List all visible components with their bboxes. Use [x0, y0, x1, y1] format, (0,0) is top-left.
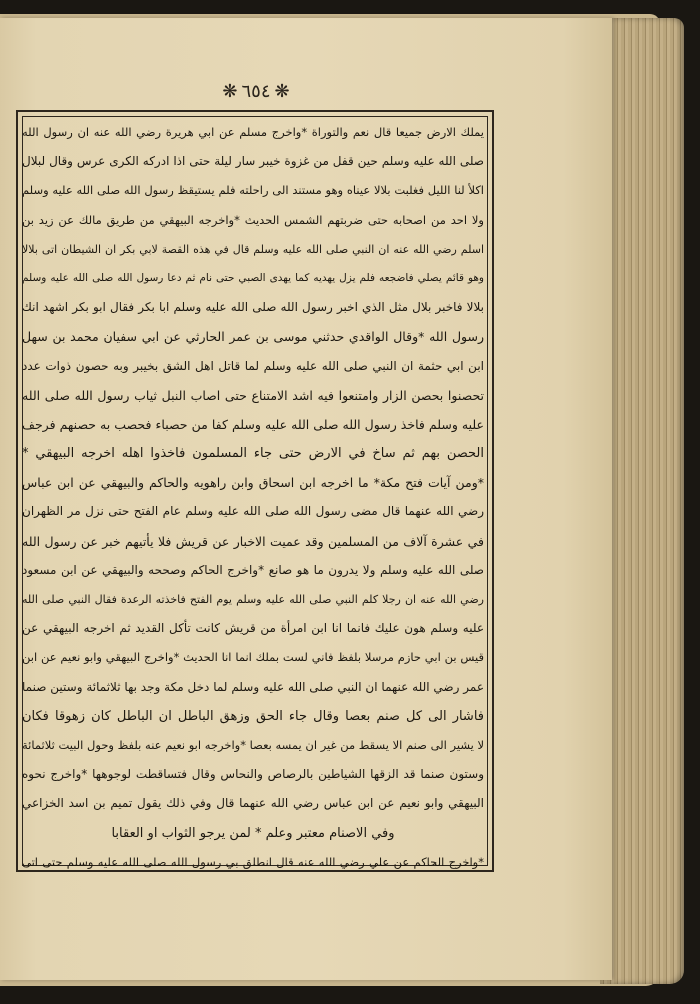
text-line: تحصنوا بحصن الزار وامتنعوا فيه اشد الامتناع حتى اصاب النبل ثياب رسول الله صلى الله — [22, 387, 484, 403]
text-line: وستون صنما قد الزقها الشياطين بالرصاص والنحاس وقال فتساقطت لوجوهها *واخرج نحوه — [22, 767, 484, 782]
text-line: البيهقي وابو نعيم عن ابن عباس رضي الله عنهما قال وفي ذلك يقول تميم بن اسد الخزاعي — [22, 796, 484, 811]
ornament-right-icon: ❋ — [274, 80, 290, 102]
text-line: عمر رضي الله عنهما ان النبي صلى الله عليه وسلم لما دخل مكة وجد بها ثلاثمائة وستين صنما — [22, 679, 484, 694]
text-line: ولا احد من اصحابه حتى ضربتهم الشمس الحديث *واخرجه البيهقي من طريق مالك عن زيد بن — [22, 212, 484, 227]
text-line: اسلم رضي الله عنه ان النبي صلى الله عليه وسلم قال في هذه القصة لابي بكر ان الشيطان اتى بلالا — [22, 242, 484, 256]
text-line: بلالا فاخبر بلال مثل الذي اخبر رسول الله صلى الله عليه وسلم ابا بكر فقال ابو بكر اشهد انك — [22, 300, 484, 315]
text-line: وهو قائم يصلي فاضجعه فلم يزل يهديه كما يهدى الصبي حتى نام ثم دعا رسول الله صلى الله عليه وسلم — [22, 271, 484, 284]
page-number: ٦٥٤ — [241, 80, 271, 102]
text-line: رسول الله *وقال الواقدي حدثني موسى بن عمر الحارثي عن ابي سفيان محمد بن سهل — [22, 329, 484, 345]
body-text — [22, 118, 484, 877]
text-line: قيس بن ابي حازم مرسلا بلفظ فاني لست بملك انما انا الحديث *واخرج البيهقي وابو نعيم عن ابن — [22, 650, 484, 665]
page-edges — [600, 18, 684, 984]
text-line: صلى الله عليه وسلم حين قفل من غزوة خيبر سار ليلة حتى اذا ادركه الكرى عرس وقال لبلال — [22, 154, 484, 169]
ornament-left-icon: ❋ — [222, 80, 238, 102]
poetry-verse-line: وفي الاصنام معتبر وعلم * لمن يرجو الثواب او العقابا — [111, 825, 395, 841]
text-line: الحصن بهم ثم ساخ في الارض حتى جاء المسلمون فاخذوا اهله اخرجه البيهقي * — [22, 446, 484, 462]
quran-verse-line: فاشار الى كل صنم بعصا وقال جاء الحق وزهق الباطل ان الباطل كان زهوقا فكان — [22, 708, 484, 724]
text-line: في عشرة آلاف من المسلمين وقد عميت الاخبار عن قريش فلا يأتيهم خبر عن رسول الله — [22, 533, 484, 549]
section-heading-line: *ومن آيات فتح مكة* ما اخرجه ابن اسحاق وابن راهويه والحاكم والبيهقي عن ابن عباس — [22, 475, 484, 491]
text-line: عليه وسلم فاخذ رسول الله صلى الله عليه وسلم كفا من حصباء فحصب به حصنهم فرجف — [22, 416, 484, 432]
text-line: عليه وسلم هون عليك فانما انا ابن امرأة من قريش كانت تأكل القديد ثم اخرجه البيهقي عن — [22, 621, 484, 636]
text-line: رضي الله عنهما قال مضى رسول الله صلى الله عليه وسلم عام الفتح حتى نزل مر الظهران — [22, 504, 484, 519]
text-line: صلى الله عليه وسلم ولا يدرون ما هو صانع *واخرج الحاكم وصححه والبيهقي عن ابن مسعود — [22, 562, 484, 577]
page-number-header — [216, 78, 296, 104]
text-line: رضي الله عنه ان رجلا كلم النبي صلى الله عليه وسلم يوم الفتح فاخذته الرعدة فقال النبي صلى الله — [22, 593, 484, 606]
text-line: ابن ابي حثمة ان النبي صلى الله عليه وسلم لما قاتل اهل الشق بخيبر وبه حصون ذوات عدد — [22, 358, 484, 373]
text-line: اكلأ لنا الليل فغلبت بلالا عيناه وهو مستند الى راحلته فلم يستيقظ رسول الله صلى الله عليه وسلم — [22, 183, 484, 198]
text-line: يملك الارض جميعا قال نعم والتوراة *واخرج مسلم عن ابي هريرة رضي الله عنه ان رسول الله — [22, 125, 484, 139]
text-line: *واخرج الحاكم عن علي رضي الله عنه قال انطلق بي رسول الله صلى الله عليه وسلم حتى اتى — [22, 854, 484, 869]
text-line: لا يشير الى صنم الا يسقط من غير ان يمسه بعصا *واخرجه ابو نعيم عنه بلفظ وحول البيت ثلاثمائة — [22, 737, 484, 752]
